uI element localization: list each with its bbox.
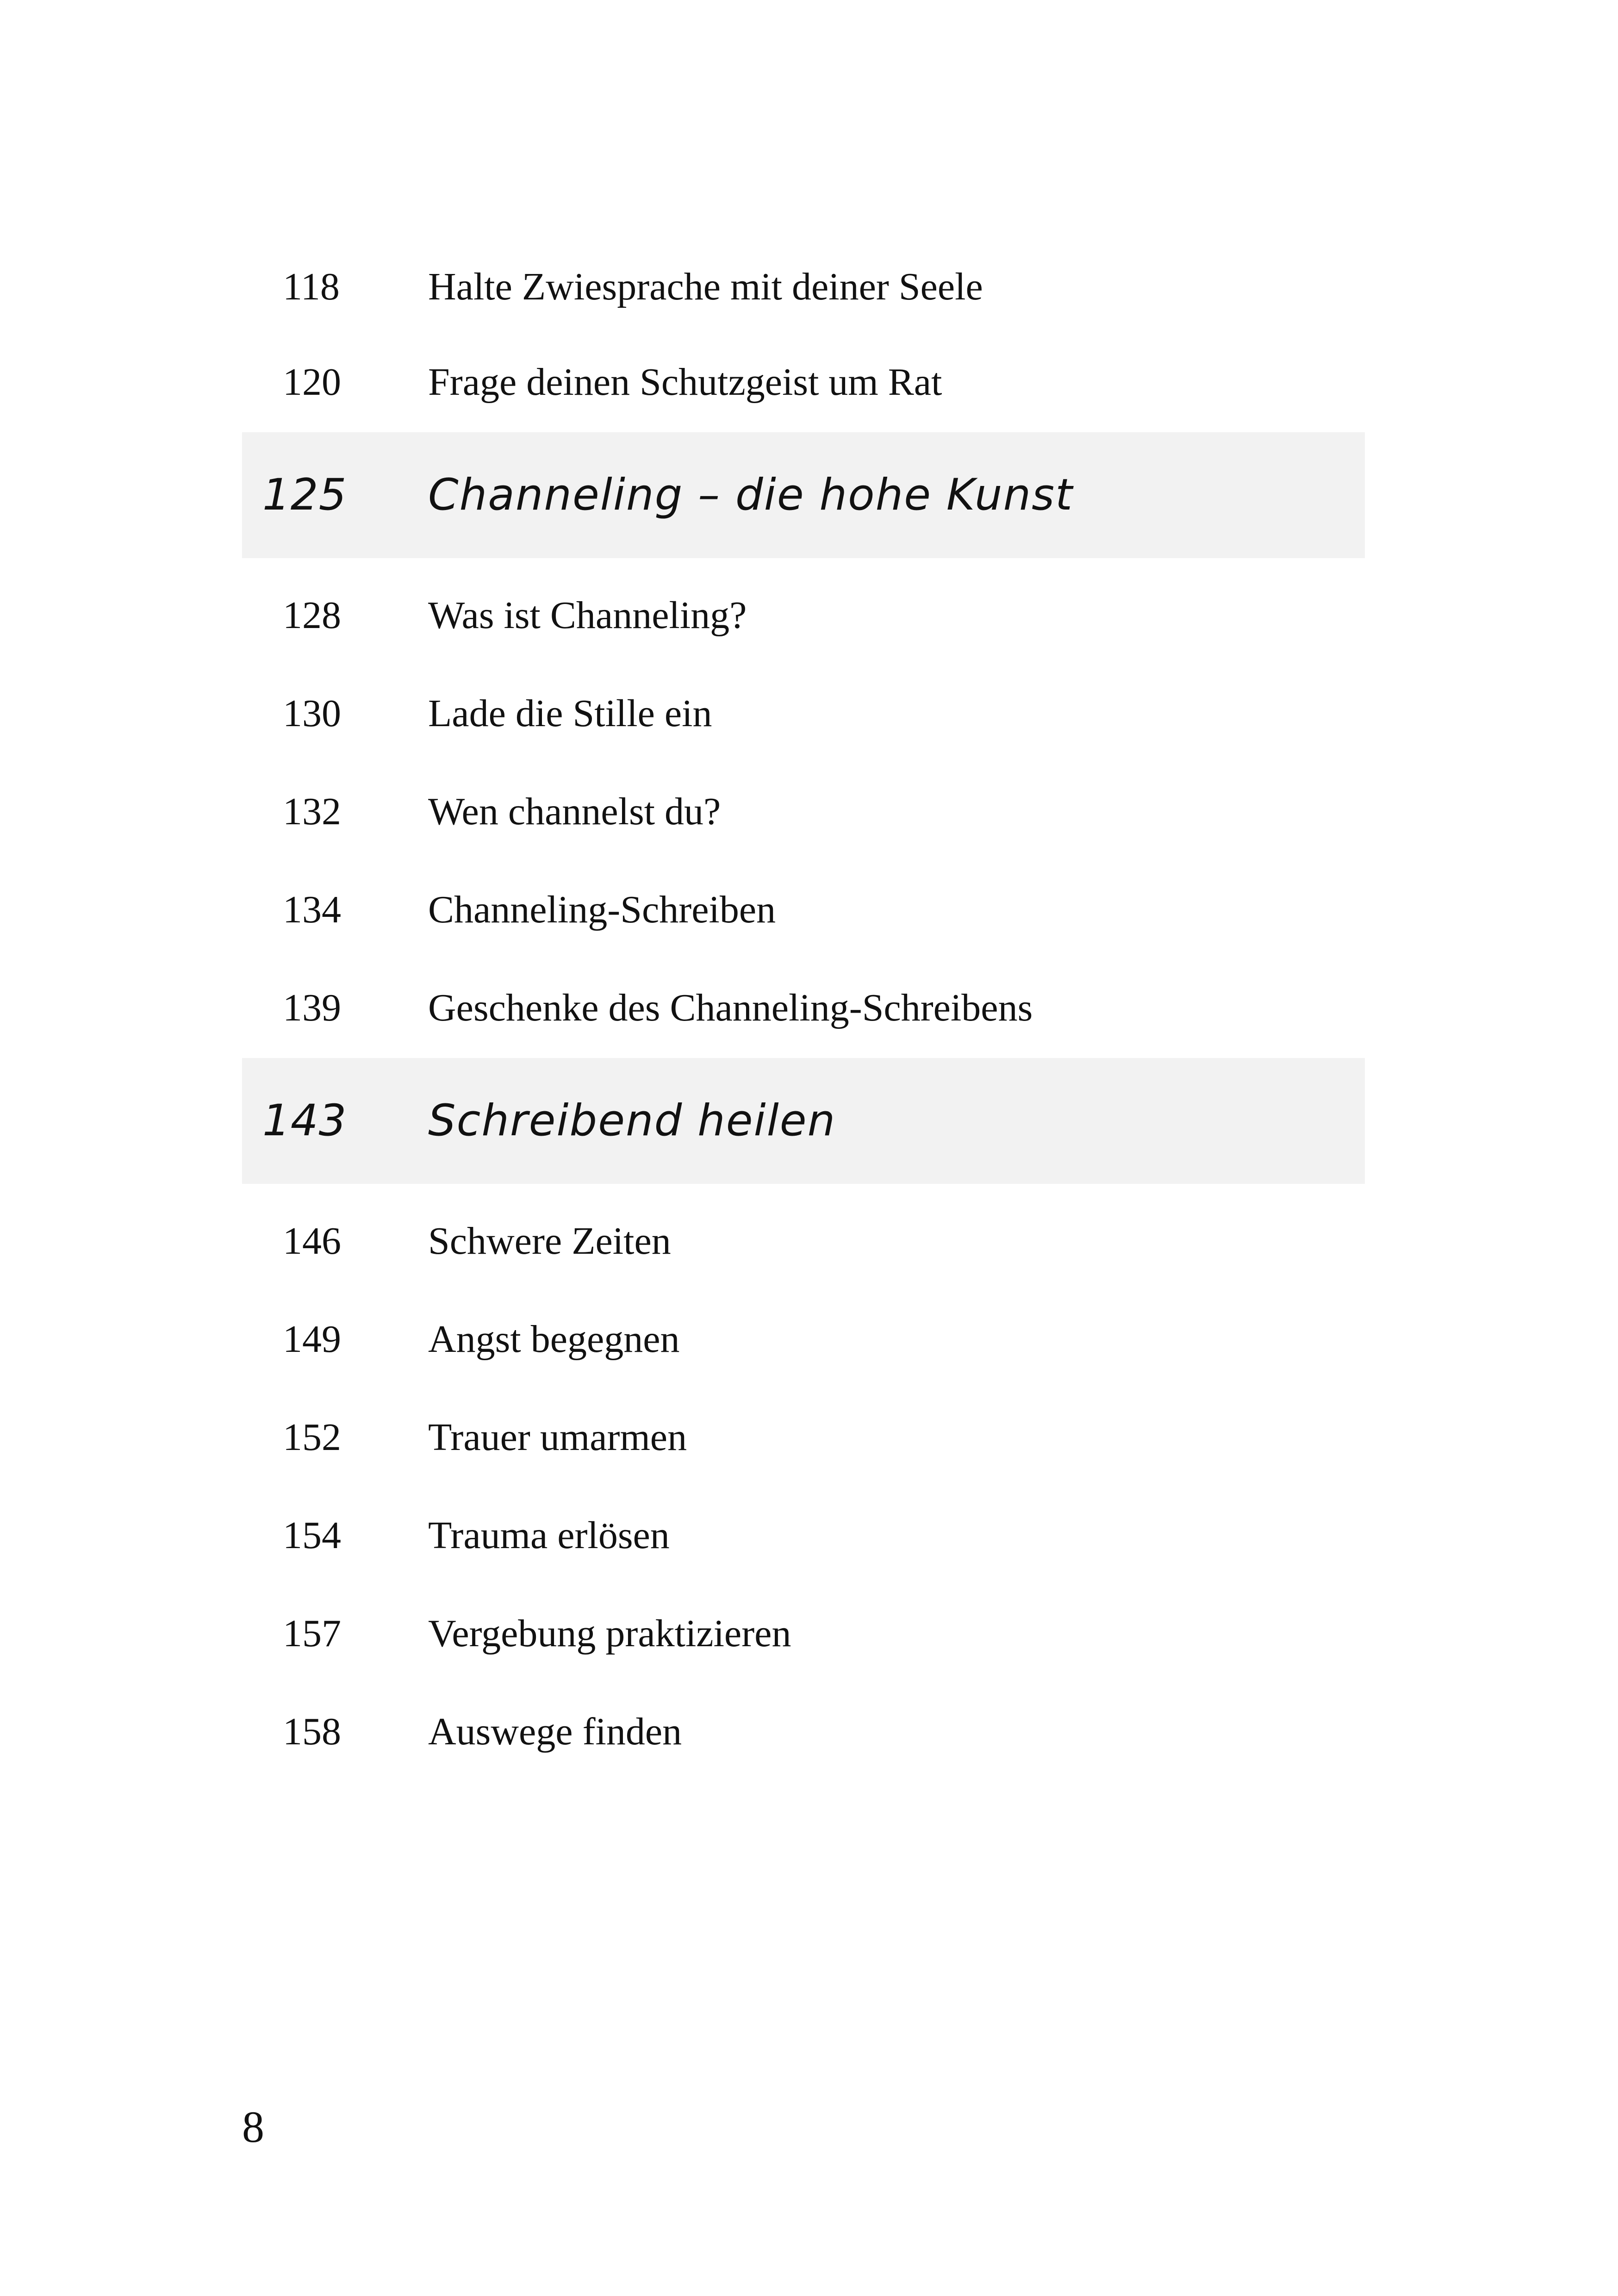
toc-page-number: 128	[283, 594, 341, 637]
chapter-title: Schreibend heilen	[428, 1095, 836, 1146]
toc-entry[interactable]	[242, 1388, 1365, 1487]
chapter-page-number: 125	[262, 470, 347, 520]
toc-entry[interactable]	[242, 665, 1365, 763]
toc-title: Frage deinen Schutzgeist um Rat	[428, 361, 942, 404]
toc-page-number: 149	[283, 1318, 341, 1361]
toc-page-number: 146	[283, 1220, 341, 1263]
toc-title: Auswege finden	[428, 1710, 682, 1753]
toc-title: Geschenke des Channeling-Schreibens	[428, 986, 1033, 1029]
toc-entry[interactable]	[242, 566, 1365, 665]
toc-title: Vergebung praktizieren	[428, 1612, 791, 1655]
chapter-page-number: 143	[262, 1095, 347, 1146]
toc-page-number: 120	[283, 361, 341, 404]
table-of-contents	[242, 241, 1365, 1781]
toc-page-number: 134	[283, 888, 341, 931]
toc-title: Was ist Channeling?	[428, 594, 747, 637]
toc-title: Angst begegnen	[428, 1318, 680, 1361]
toc-title: Halte Zwiesprache mit deiner Seele	[428, 265, 983, 308]
toc-entry[interactable]	[242, 1290, 1365, 1388]
toc-page-number: 139	[283, 986, 341, 1029]
toc-title: Lade die Stille ein	[428, 692, 712, 735]
toc-entry[interactable]	[242, 763, 1365, 861]
toc-entry[interactable]	[242, 1683, 1365, 1781]
toc-chapter-heading[interactable]	[242, 1058, 1365, 1184]
toc-entry[interactable]	[242, 1487, 1365, 1585]
toc-entry[interactable]	[242, 1192, 1365, 1290]
toc-chapter-heading[interactable]	[242, 432, 1365, 558]
toc-page-number: 158	[283, 1710, 341, 1753]
toc-entry[interactable]	[242, 1585, 1365, 1683]
toc-page-number: 130	[283, 692, 341, 735]
toc-page-number: 157	[283, 1612, 341, 1655]
toc-title: Trauma erlösen	[428, 1514, 670, 1557]
toc-entry[interactable]	[242, 959, 1365, 1057]
toc-entry[interactable]	[242, 333, 1365, 431]
page-number: 8	[242, 2102, 264, 2152]
toc-entry[interactable]	[242, 241, 1365, 333]
toc-page-number: 152	[283, 1416, 341, 1459]
toc-title: Schwere Zeiten	[428, 1220, 671, 1263]
chapter-title: Channeling – die hohe Kunst	[428, 470, 1074, 520]
toc-title: Wen channelst du?	[428, 790, 721, 833]
toc-page-number: 154	[283, 1514, 341, 1557]
toc-page-number: 118	[283, 265, 340, 308]
toc-title: Channeling-Schreiben	[428, 888, 776, 931]
toc-page-number: 132	[283, 790, 341, 833]
toc-title: Trauer umarmen	[428, 1416, 687, 1459]
toc-entry[interactable]	[242, 861, 1365, 959]
